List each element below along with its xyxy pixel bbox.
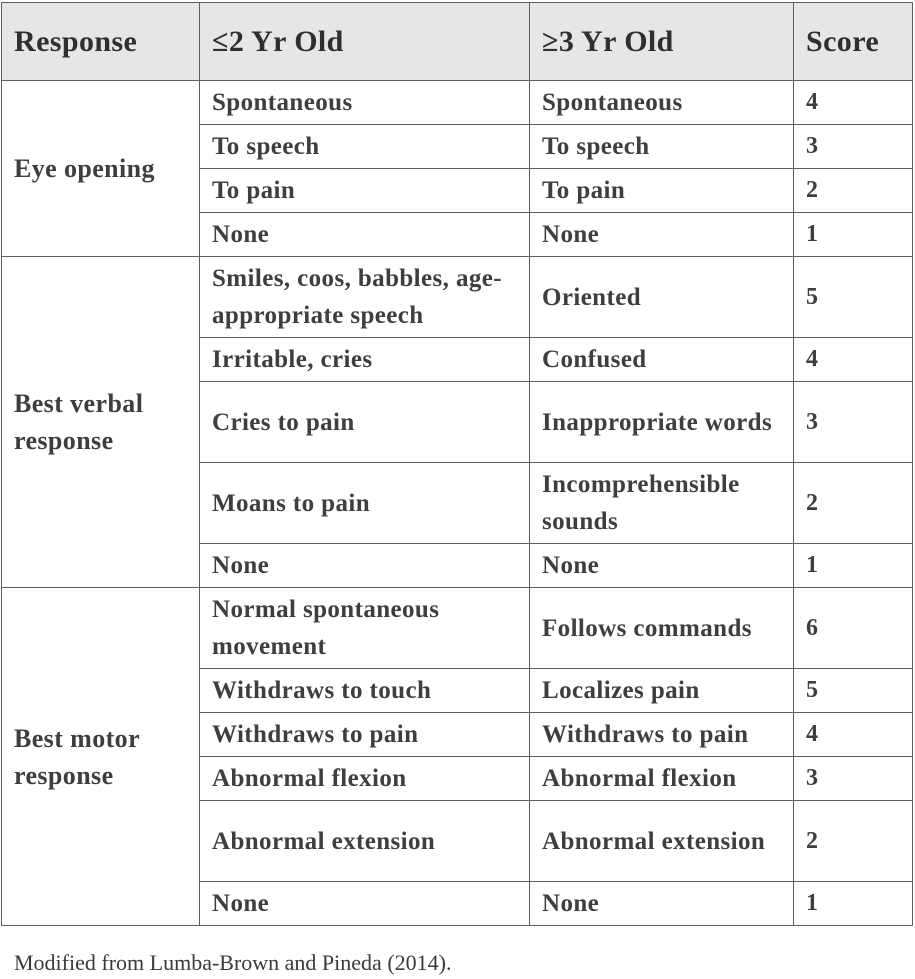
- source-footnote: Modified from Lumba-Brown and Pineda (2014).: [14, 950, 452, 975]
- cell-old: Incomprehensible sounds: [530, 463, 794, 544]
- cell-score: 2: [794, 169, 913, 213]
- cell-old: To speech: [530, 125, 794, 169]
- cell-old: Confused: [530, 338, 794, 382]
- group-label-best-verbal-response: Best verbal response: [2, 257, 200, 588]
- cell-young: Abnormal flexion: [200, 757, 530, 801]
- cell-score: 1: [794, 213, 913, 257]
- cell-score: 4: [794, 81, 913, 125]
- cell-young: Withdraws to pain: [200, 713, 530, 757]
- cell-young: Smiles, coos, babbles, age-appropriate speech: [200, 257, 530, 338]
- cell-score: 1: [794, 882, 913, 926]
- cell-young: Spontaneous: [200, 81, 530, 125]
- cell-old: Oriented: [530, 257, 794, 338]
- cell-old: Abnormal flexion: [530, 757, 794, 801]
- cell-score: 4: [794, 338, 913, 382]
- cell-young: Abnormal extension: [200, 801, 530, 882]
- cell-score: 3: [794, 125, 913, 169]
- cell-young: Normal spontaneous movement: [200, 588, 530, 669]
- header-age-2-or-under: ≤2 Yr Old: [200, 3, 530, 81]
- cell-old: To pain: [530, 169, 794, 213]
- cell-young: None: [200, 882, 530, 926]
- cell-young: To pain: [200, 169, 530, 213]
- cell-old: None: [530, 213, 794, 257]
- header-age-3-or-over: ≥3 Yr Old: [530, 3, 794, 81]
- cell-score: 1: [794, 544, 913, 588]
- cell-score: 3: [794, 382, 913, 463]
- cell-score: 3: [794, 757, 913, 801]
- cell-score: 5: [794, 257, 913, 338]
- cell-score: 2: [794, 801, 913, 882]
- cell-young: Moans to pain: [200, 463, 530, 544]
- cell-old: Withdraws to pain: [530, 713, 794, 757]
- table-header-row: [2, 3, 913, 81]
- cell-young: Cries to pain: [200, 382, 530, 463]
- cell-old: None: [530, 544, 794, 588]
- cell-old: Abnormal extension: [530, 801, 794, 882]
- cell-young: None: [200, 213, 530, 257]
- cell-old: Localizes pain: [530, 669, 794, 713]
- cell-young: Irritable, cries: [200, 338, 530, 382]
- cell-score: 5: [794, 669, 913, 713]
- cell-young: Withdraws to touch: [200, 669, 530, 713]
- header-score: Score: [794, 3, 913, 81]
- cell-score: 4: [794, 713, 913, 757]
- cell-score: 2: [794, 463, 913, 544]
- glasgow-coma-scale-table: [1, 2, 913, 926]
- cell-old: None: [530, 882, 794, 926]
- cell-old: Follows commands: [530, 588, 794, 669]
- cell-score: 6: [794, 588, 913, 669]
- cell-young: To speech: [200, 125, 530, 169]
- group-label-eye-opening: Eye opening: [2, 81, 200, 257]
- table-row: [2, 257, 913, 338]
- table-row: [2, 588, 913, 669]
- cell-young: None: [200, 544, 530, 588]
- cell-old: Inappropriate words: [530, 382, 794, 463]
- table-row: [2, 81, 913, 125]
- group-label-best-motor-response: Best motor response: [2, 588, 200, 926]
- header-response: Response: [2, 3, 200, 81]
- cell-old: Spontaneous: [530, 81, 794, 125]
